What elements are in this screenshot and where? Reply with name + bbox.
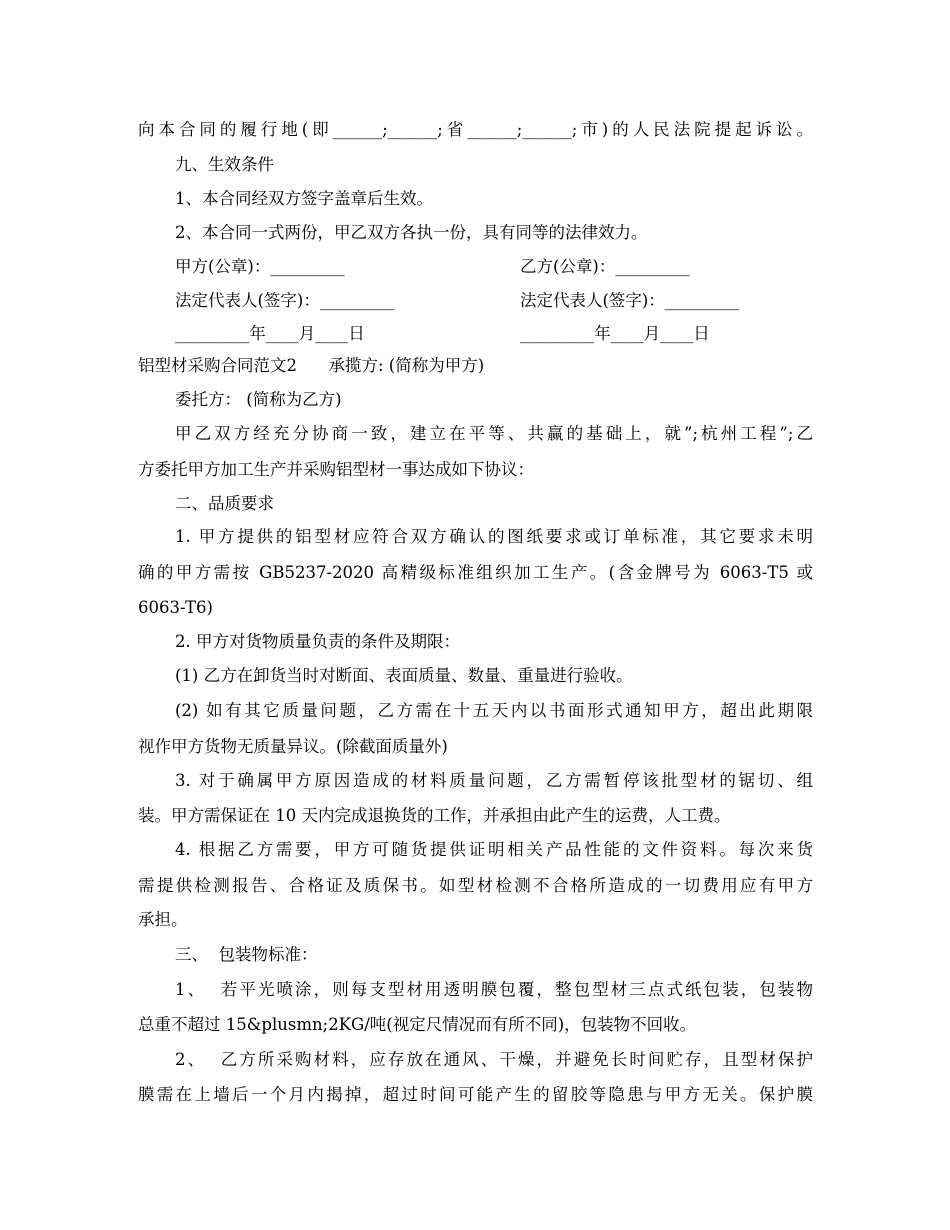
party-b-seal-field: 乙方(公章)：_________	[520, 257, 690, 276]
text-line: (2) 如有其它质量问题，乙方需在十五天内以书面形式通知甲方，超出此期限	[175, 701, 813, 720]
party-a-seal-field: 甲方(公章)：_________	[175, 257, 345, 276]
text-line: 2、本合同一式两份，甲乙双方各执一份，具有同等的法律效力。	[175, 223, 648, 242]
text-line: 1、本合同经双方签字盖章后生效。	[175, 189, 433, 208]
text-line: 需提供检测报告、合格证及质保书。如型材检测不合格所造成的一切费用应有甲方	[138, 876, 813, 895]
text-line: 2、 乙方所采购材料，应存放在通风、干燥，并避免长时间贮存，且型材保护	[175, 1050, 813, 1069]
text-line: 总重不超过 15&plusmn;2KG/吨(视定尺情况而有所不同)，包装物不回收。	[138, 1015, 697, 1034]
text-line: 2. 甲方对货物质量负责的条件及期限：	[175, 632, 460, 651]
text-line: 3. 对于确属甲方原因造成的材料质量问题，乙方需暂停该批型材的锯切、组	[175, 771, 813, 790]
text-line: 6063-T6)	[138, 598, 213, 617]
party-b-representative-field: 法定代表人(签字)：_________	[520, 291, 740, 310]
text-line: 膜需在上墙后一个月内揭掉，超过时间可能产生的留胶等隐患与甲方无关。保护膜	[138, 1085, 813, 1104]
text-line: 视作甲方货物无质量异议。(除截面质量外)	[138, 737, 448, 756]
text-line: 甲乙双方经充分协商一致，建立在平等、共赢的基础上，就”;杭州工程”;乙	[175, 424, 813, 443]
text-line: 装。甲方需保证在 10 天内完成退换货的工作，并承担由此产生的运费，人工费。	[138, 806, 731, 825]
text-line: 4. 根据乙方需要，甲方可随货提供证明相关产品性能的文件资料。每次来货	[175, 840, 813, 859]
text-line: 1. 甲方提供的铝型材应符合双方确认的图纸要求或订单标准，其它要求未明	[175, 527, 813, 546]
text-line: 1、 若平光喷涂，则每支型材用透明膜包覆，整包型材三点式纸包装，包装物	[175, 980, 813, 999]
party-a-date-field: _________年____月____日	[175, 324, 365, 343]
text-line: (1) 乙方在卸货当时对断面、表面质量、数量、重量进行验收。	[175, 666, 633, 685]
party-a-representative-field: 法定代表人(签字)：_________	[175, 291, 395, 310]
party-b-date-field: _________年____月____日	[520, 324, 710, 343]
text-line: 方委托甲方加工生产并采购铝型材一事达成如下协议：	[138, 460, 534, 479]
section-heading: 九、生效条件	[175, 155, 274, 174]
document-title-line: 铝型材采购合同范文2 承揽方: (简称为甲方)	[138, 356, 485, 375]
text-line: 向本合同的履行地(即______;______;省______;______;市)的人民法院提起诉讼。	[138, 120, 813, 139]
section-heading: 二、品质要求	[175, 494, 274, 513]
section-heading: 三、 包装物标准：	[175, 945, 318, 964]
text-line: 委托方： (简称为乙方)	[175, 390, 342, 409]
text-line: 确的甲方需按 GB5237-2020 高精级标准组织加工生产。(含金牌号为 6063-T5 或	[138, 563, 813, 582]
text-line: 承担。	[138, 910, 188, 929]
